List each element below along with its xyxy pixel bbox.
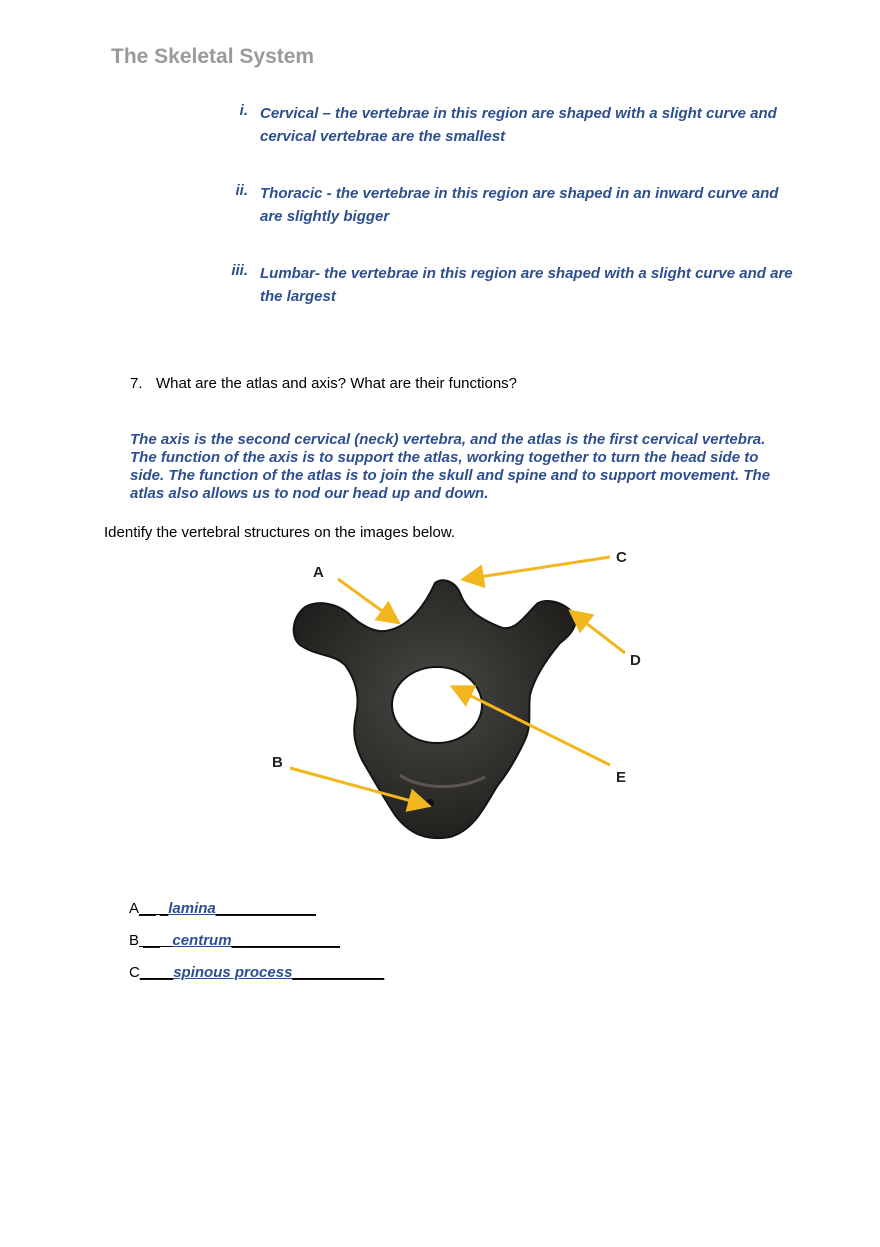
figure-label-c: C bbox=[616, 549, 627, 566]
fill-in-c bbox=[129, 964, 384, 981]
question-7-answer: The axis is the second cervical (neck) vertebra, and the atlas is the first cervical vertebra. The function of the axis is to support the atlas, working together to turn the head side to side. The function of the atlas is to join the skull and spine and to support movement. The atlas also allows us to nod our head up and down. bbox=[130, 431, 771, 502]
region-number: iii. bbox=[231, 262, 248, 279]
arrow-c bbox=[466, 557, 610, 579]
fill-in-b bbox=[129, 932, 340, 949]
region-number: i. bbox=[239, 102, 248, 119]
question-number: 7. bbox=[130, 375, 143, 392]
fill-in-blank-post: ___________ bbox=[292, 964, 385, 981]
fill-in-blank-pre: __ bbox=[139, 932, 173, 949]
fill-in-blank-post: _____________ bbox=[231, 932, 341, 949]
page-header-title: The Skeletal System bbox=[111, 45, 315, 68]
fill-in-blank-post: ____________ bbox=[215, 900, 316, 917]
fill-in-answer: spinous process bbox=[173, 964, 293, 981]
fill-in-letter: A bbox=[129, 900, 140, 917]
region-text: Thoracic - the vertebrae in this region are shaped in an inward curve and are slightly bigger bbox=[260, 185, 779, 225]
question-text: What are the atlas and axis? What are their functions? bbox=[156, 375, 518, 392]
fill-in-blank-pre: ____ bbox=[139, 964, 174, 981]
vertebra-figure bbox=[260, 545, 660, 845]
texture-spot bbox=[426, 799, 434, 807]
identify-instruction: Identify the vertebral structures on the images below. bbox=[104, 524, 456, 541]
arrow-d bbox=[573, 613, 625, 653]
figure-label-a: A bbox=[313, 564, 324, 581]
figure-label-b: B bbox=[272, 754, 283, 771]
region-number: ii. bbox=[235, 182, 248, 199]
fill-in-letter: B bbox=[129, 932, 140, 949]
fill-in-answer: lamina bbox=[168, 900, 216, 917]
vertebral-foramen-shape bbox=[392, 667, 482, 743]
fill-in-a bbox=[129, 900, 316, 917]
figure-label-d: D bbox=[630, 652, 641, 669]
fill-in-answer: centrum bbox=[172, 932, 232, 949]
fill-in-blank-pre: __ _ bbox=[139, 900, 169, 917]
question-7 bbox=[130, 375, 517, 392]
figure-label-e: E bbox=[616, 769, 627, 786]
region-text: Cervical – the vertebrae in this region are shaped with a slight curve and cervical vertebrae are the smallest bbox=[260, 105, 777, 145]
region-text: Lumbar- the vertebrae in this region are shaped with a slight curve and are the largest bbox=[260, 265, 793, 305]
fill-in-letter: C bbox=[129, 964, 140, 981]
